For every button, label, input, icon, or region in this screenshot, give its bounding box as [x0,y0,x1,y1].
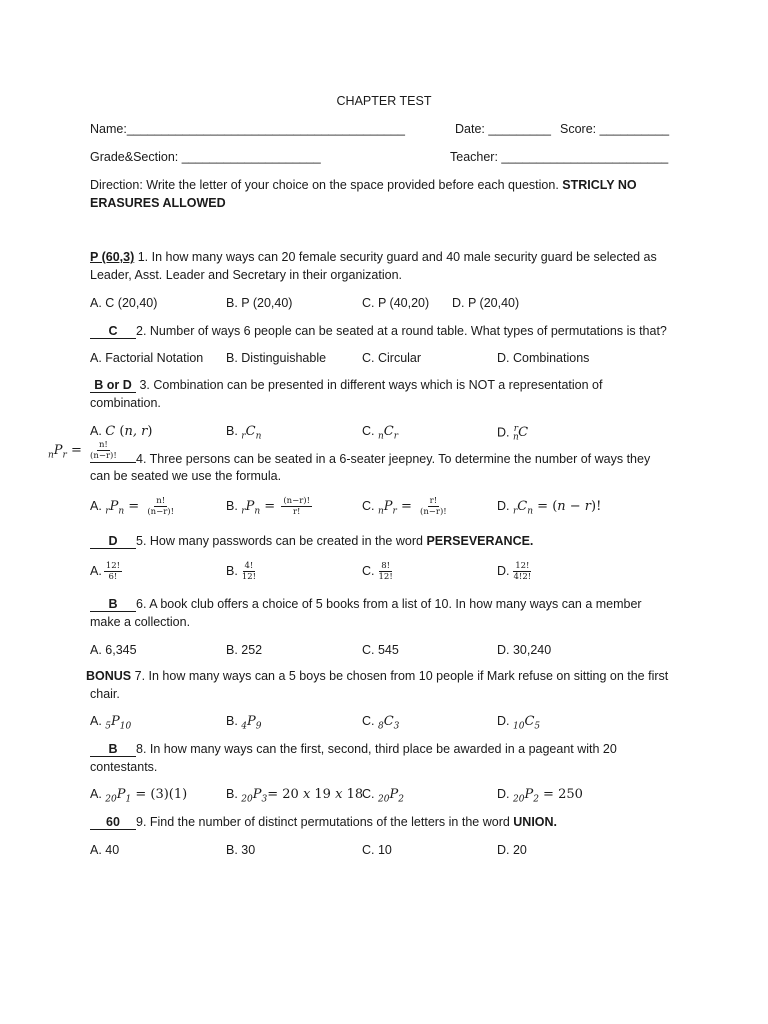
q7-option-a: A. $_5P_{10}$ [90,714,132,732]
q6-option-a: A. 6,345 [90,643,137,657]
answer-9: 60 [90,816,136,830]
q7-option-c: C. $_8C_3$ [362,714,400,732]
q4-option-b: B. $_rP_n$ = $\frac{(n-r)!}{r!}$ [226,496,311,517]
q6-option-b: B. 252 [226,643,263,657]
question-6-cont: make a collection. [90,615,191,629]
question-1: P (60,3) 1. In how many ways can 20 female security guard and 40 male security guard be selected as [90,250,657,264]
q2-option-d: D. Combinations [497,351,590,365]
answer-6: B [90,598,136,612]
q4-option-d: D. $_rC_n = (n - r)$! [497,499,602,517]
q7-option-d: D. $_{10}C_5$ [497,714,541,732]
q3-option-c: C. $_nC_r$ [362,424,399,442]
answer-3: B or D [90,379,136,393]
q2-option-c: C. Circular [362,351,422,365]
question-9: 60 9. Find the number of distinct permutations of the letters in the word UNION. [90,815,557,830]
q1-option-d: D. P (20,40) [452,296,520,310]
direction-text-bold: ERASURES ALLOWED [90,196,226,210]
question-3: B or D 3. Combination can be presented in different ways which is NOT a representation of [90,378,602,393]
question-6: B 6. A book club offers a choice of 5 books from a list of 10. In how many ways can a member [90,597,642,612]
q3-option-a: A. C (n, r) [90,424,153,439]
q9-option-c: C. 10 [362,843,392,857]
answer-2: C [90,325,136,339]
q2-option-a: A. Factorial Notation [90,351,204,365]
q4-option-a: A. $_rP_n$ = $\frac{n!}{(n-r)!}$ [90,496,175,517]
q2-option-b: B. Distinguishable [226,351,327,365]
q5-option-c: C. $\frac{8!}{12!}$ [362,561,393,582]
answer-7: BONUS [86,669,132,683]
answer-8: B [90,743,136,757]
date-field: Date: _________ [455,122,551,136]
question-4: 4. Three persons can be seated in a 6-seater jeepney. To determine the number of ways they [90,452,650,466]
q9-option-d: D. 20 [497,843,527,857]
question-8: B 8. In how many ways can the first, second, third place be awarded in a pageant with 20 [90,742,617,757]
question-8-cont: contestants. [90,760,158,774]
q9-option-b: B. 30 [226,843,256,857]
question-7: BONUS 7. In how many ways can a 5 boys be chosen from 10 people if Mark refuse on sitting on the first [86,669,669,683]
name-field: Name:________________________________________ [90,122,405,136]
q3-option-d: D. $_n^r$C [497,424,529,443]
q1-option-a: A. C (20,40) [90,296,158,310]
q7-option-b: B. $_4P_9$ [226,714,262,732]
question-7-cont: chair. [90,687,120,701]
answer-5: D [90,535,136,549]
q6-option-d: D. 30,240 [497,643,552,657]
answer-4-blank [90,462,136,463]
direction-text: Direction: Write the letter of your choice on the space provided before each question. STRICLY NO [90,178,637,192]
q8-option-d: D. $_{20}P_2 = 250$ [497,787,583,805]
question-5: D 5. How many passwords can be created in the word PERSEVERANCE. [90,534,533,549]
q5-option-d: D. $\frac{12!}{4!2!}$ [497,561,532,582]
question-2: C 2. Number of ways 6 people can be seated at a round table. What types of permutations is that? [90,324,667,339]
question-1-cont: Leader, Asst. Leader and Secretary in their organization. [90,268,402,282]
grade-section-field: Grade&Section: ____________________ [90,150,321,164]
question-4-cont: can be seated we use the formula. [90,469,282,483]
q9-option-a: A. 40 [90,843,120,857]
answer-1: P (60,3) [90,250,135,264]
q6-option-c: C. 545 [362,643,399,657]
teacher-field: Teacher: ________________________ [450,150,669,164]
margin-formula: $_nP_r$ = $\frac{n!}{(n-r)!}$ [48,440,117,461]
score-field: Score: __________ [560,122,670,136]
q5-option-b: B. $\frac{4!}{12!}$ [226,561,257,582]
q4-option-c: C. $_nP_r$ = $\frac{r!}{(n-r)!}$ [362,496,447,517]
q8-option-a: A. $_{20}P_1 = (3)(1)$ [90,787,188,805]
q1-option-c: C. P (40,20) [362,296,430,310]
q8-option-b: B. $_{20}P_3= 20$ x 19 x 18 [226,787,364,805]
q3-option-b: B. $_rC_n$ [226,424,262,442]
question-3-cont: combination. [90,396,161,410]
page-title: CHAPTER TEST [336,94,432,108]
q1-option-b: B. P (20,40) [226,296,293,310]
q8-option-c: C. $_{20}P_2$ [362,787,404,805]
q5-option-a: A. $\frac{12!}{6!}$ [90,561,121,582]
